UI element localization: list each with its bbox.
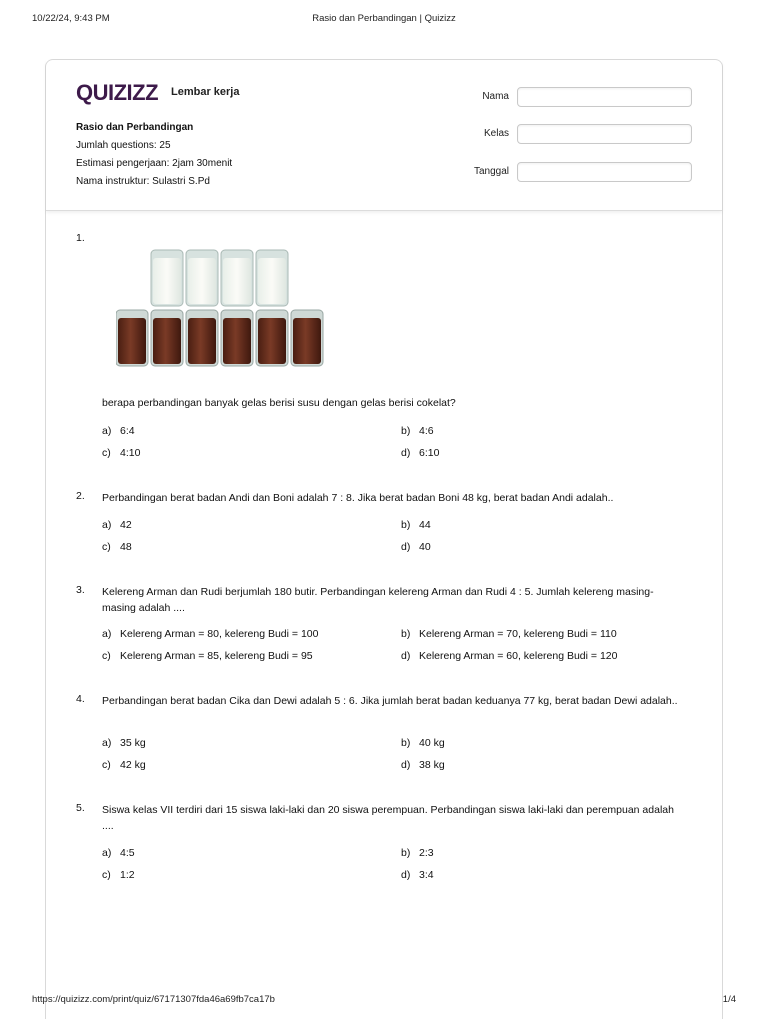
worksheet — [45, 59, 723, 1019]
question-text: Perbandingan berat badan Andi dan Boni adalah 7 : 8. Jika berat badan Boni 48 kg, berat badan Andi adalah.. — [102, 492, 614, 504]
quiz-title: Rasio dan Perbandingan — [76, 122, 194, 133]
print-page-title: Rasio dan Perbandingan | Quizizz — [312, 13, 456, 24]
option-c[interactable]: c) 48 — [102, 541, 132, 553]
option-a[interactable]: a) 42 — [102, 519, 132, 531]
name-field[interactable] — [517, 87, 692, 107]
worksheet-header — [46, 60, 722, 211]
option-d[interactable]: d) Kelereng Arman = 60, kelereng Budi = 120 — [401, 650, 618, 662]
option-a[interactable]: a) 35 kg — [102, 737, 146, 749]
quiz-meta — [76, 119, 232, 191]
option-c[interactable]: c) 42 kg — [102, 759, 146, 771]
date-field[interactable] — [517, 162, 692, 182]
option-b[interactable]: b) 4:6 — [401, 425, 434, 437]
print-footer — [32, 994, 736, 1008]
sheet-type-label: Lembar kerja — [171, 86, 240, 98]
logo-text: QUIZIZZ — [76, 80, 159, 105]
question-number: 5. — [76, 802, 85, 814]
date-label: Tanggal — [473, 166, 509, 177]
option-c[interactable]: c) 4:10 — [102, 447, 141, 459]
print-page-number: 1/4 — [722, 994, 736, 1005]
print-header — [32, 13, 736, 27]
class-label: Kelas — [483, 128, 509, 139]
question-text: Kelereng Arman dan Rudi berjumlah 180 butir. Perbandingan kelereng Arman dan Rudi 4 : 5. Jumlah kelereng masing-masing adalah .... — [102, 586, 654, 614]
chocolate-glasses — [116, 310, 323, 366]
option-a[interactable]: a) Kelereng Arman = 80, kelereng Budi = 100 — [102, 628, 319, 640]
option-a[interactable]: a) 4:5 — [102, 847, 135, 859]
questions-count: Jumlah questions: 25 — [76, 140, 171, 151]
question-text: Perbandingan berat badan Cika dan Dewi adalah 5 : 6. Jika jumlah berat badan keduanya 77 kg, berat badan Dewi adalah.. — [102, 695, 678, 707]
question-text: berapa perbandingan banyak gelas berisi susu dengan gelas berisi cokelat? — [102, 397, 456, 409]
option-d[interactable]: d) 38 kg — [401, 759, 445, 771]
question-number: 1. — [76, 232, 85, 244]
option-c[interactable]: c) Kelereng Arman = 85, kelereng Budi = 95 — [102, 650, 313, 662]
question-text: Siswa kelas VII terdiri dari 15 siswa laki-laki dan 20 siswa perempuan. Perbandingan siswa laki-laki dan perempuan adalah .... — [102, 804, 674, 832]
question-number: 4. — [76, 693, 85, 705]
instructor-name: Nama instruktur: Sulastri S.Pd — [76, 176, 210, 187]
option-a[interactable]: a) 6:4 — [102, 425, 135, 437]
estimated-time: Estimasi pengerjaan: 2jam 30menit — [76, 158, 233, 169]
option-b[interactable]: b) 44 — [401, 519, 431, 531]
option-d[interactable]: d) 6:10 — [401, 447, 440, 459]
option-b[interactable]: b) 40 kg — [401, 737, 445, 749]
option-c[interactable]: c) 1:2 — [102, 869, 135, 881]
quizizz-logo — [76, 78, 164, 106]
option-b[interactable]: b) 2:3 — [401, 847, 434, 859]
question-number: 3. — [76, 584, 85, 596]
milk-glasses — [151, 250, 288, 306]
option-b[interactable]: b) Kelereng Arman = 70, kelereng Budi = 110 — [401, 628, 617, 640]
print-url: https://quizizz.com/print/quiz/67171307fda46a69fb7ca17b — [32, 994, 275, 1005]
print-datetime: 10/22/24, 9:43 PM — [32, 13, 110, 24]
name-label: Nama — [482, 91, 509, 102]
class-field[interactable] — [517, 124, 692, 144]
quizizz-logo-icon — [76, 79, 164, 105]
option-d[interactable]: d) 40 — [401, 541, 431, 553]
option-d[interactable]: d) 3:4 — [401, 869, 434, 881]
question-number: 2. — [76, 490, 85, 502]
glasses-image — [116, 248, 331, 370]
